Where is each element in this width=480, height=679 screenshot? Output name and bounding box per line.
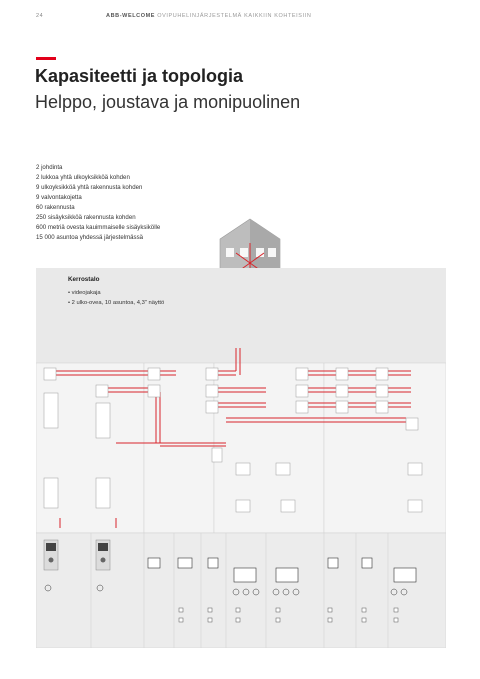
diagram-item: • 2 ulko-ovea, 10 asuntoa, 4,3" näyttö (68, 298, 164, 308)
fact-item: 2 johdinta (36, 164, 63, 171)
fact-item: 250 sisäyksikköä rakennusta kohden (36, 214, 136, 221)
page-number: 24 (36, 13, 44, 19)
diagram-title: Kerrostalo (68, 276, 100, 283)
accent-bar (36, 57, 56, 60)
diagram-item: • videojakaja (68, 288, 164, 298)
header-section: OVIPUHELINJÄRJESTELMÄ KAIKKIIN KOHTEISIIN (157, 13, 312, 19)
fact-item: 2 lukkoa yhtä ulkoyksikköä kohden (36, 174, 130, 181)
page-title: Kapasiteetti ja topologia (35, 66, 244, 86)
fact-item: 9 valvontakojetta (36, 194, 82, 201)
fact-item: 15 000 asuntoa yhdessä järjestelmässä (36, 234, 144, 241)
fact-item: 60 rakennusta (36, 204, 75, 211)
topology-diagram (36, 268, 446, 648)
header-brand (106, 13, 311, 19)
fact-item: 600 metriä ovesta kauimmaiselle sisäyksikölle (36, 224, 161, 231)
wiring-schematic (36, 268, 446, 648)
capacity-list (36, 163, 160, 243)
page-subtitle: Helppo, joustava ja monipuolinen (35, 92, 301, 112)
fact-item: 9 ulkoyksikköä yhtä rakennusta kohden (36, 184, 143, 191)
brand-name: ABB-WELCOME (106, 13, 156, 19)
